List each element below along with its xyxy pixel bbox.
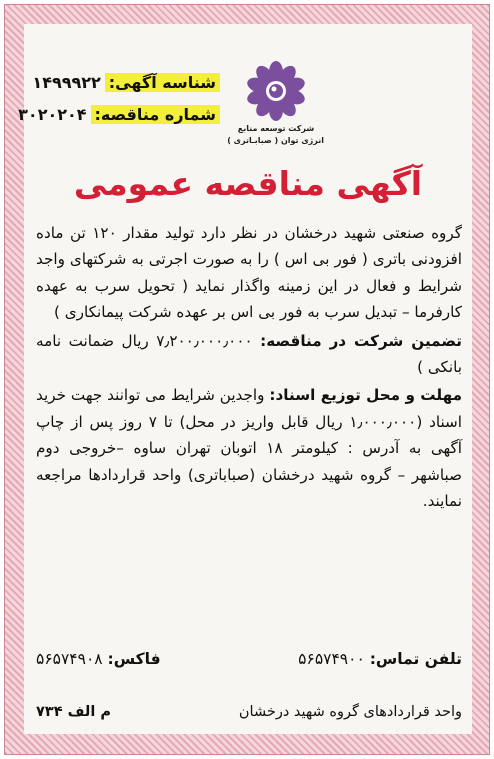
fax-group [36,646,161,672]
guarantee-label: تضمین شرکت در مناقصه: [260,331,462,350]
fax-number: ۵۶۵۷۴۹۰۸ [36,650,103,668]
company-name-line2: انرژی توان ( صبابـاتری ) [227,136,324,145]
tender-number-label: شماره مناقصه: [91,105,220,124]
contracts-unit: واحد قراردادهای گروه شهید درخشان [238,704,462,720]
footer-note [36,700,462,724]
fax-label: فاکس: [107,650,161,668]
ad-identifiers [18,68,220,132]
distribution-paragraph [36,382,462,514]
ad-id-row [32,68,220,96]
phone-group [298,646,462,672]
phone-label: تلفن تماس: [369,650,462,668]
tender-number-value: ۳۰۲۰۲۰۴ [18,104,87,124]
tender-number-row [18,100,220,128]
ad-frame [4,4,490,755]
distribution-label: مهلت و محل توزیع اسناد: [269,386,462,405]
ad-body [36,220,462,514]
ad-paper [18,24,472,734]
contact-block [36,646,462,672]
contact-row [36,646,462,672]
distribution-text: واجدین شرایط می توانند جهت خرید اسناد (۱٫۰۰۰٫۰۰۰ ریال قابل واریز در محل) تا ۷ روز پس از چاپ آگهی به آدرس : کیلومتر ۱۸ اتوبان تهران ساوه –خروجی دوم صباشهر – گروه شهید درخشان (صباباتری) واحد قراردادها مراجعه نمایند. [36,386,462,511]
intro-paragraph: گروه صنعتی شهید درخشان در نظر دارد تولید مقدار ۱۲۰ تن ماده افزودنی باتری ( فور بی اس ) را به صورت اجرتی به شرکتهای واجد شرایط و فعال در این زمینه واگذار نماید ( تحویل سرب به عهده کارفرما – تبدیل سرب به فور بی اس بر عهده شرکت پیمانکاری ) [36,224,462,322]
publication-code: م الف ۷۳۴ [36,704,111,720]
ad-title: آگهی مناقصه عمومی [73,164,423,203]
flower-logo-icon [245,60,307,122]
company-logo [228,60,324,152]
guarantee-value: ۷٫۲۰۰٫۰۰۰٫۰۰۰ ریال [121,331,253,350]
company-name-line1: شرکت توسعه منابع [237,124,315,133]
guarantee-note: ضمانت نامه بانکی ) [36,331,462,377]
phone-number: ۵۶۵۷۴۹۰۰ [298,650,365,668]
ad-id-value: ۱۴۹۹۹۲۲ [32,72,101,92]
guarantee-paragraph [36,328,462,381]
ad-id-label: شناسه آگهی: [105,73,220,92]
